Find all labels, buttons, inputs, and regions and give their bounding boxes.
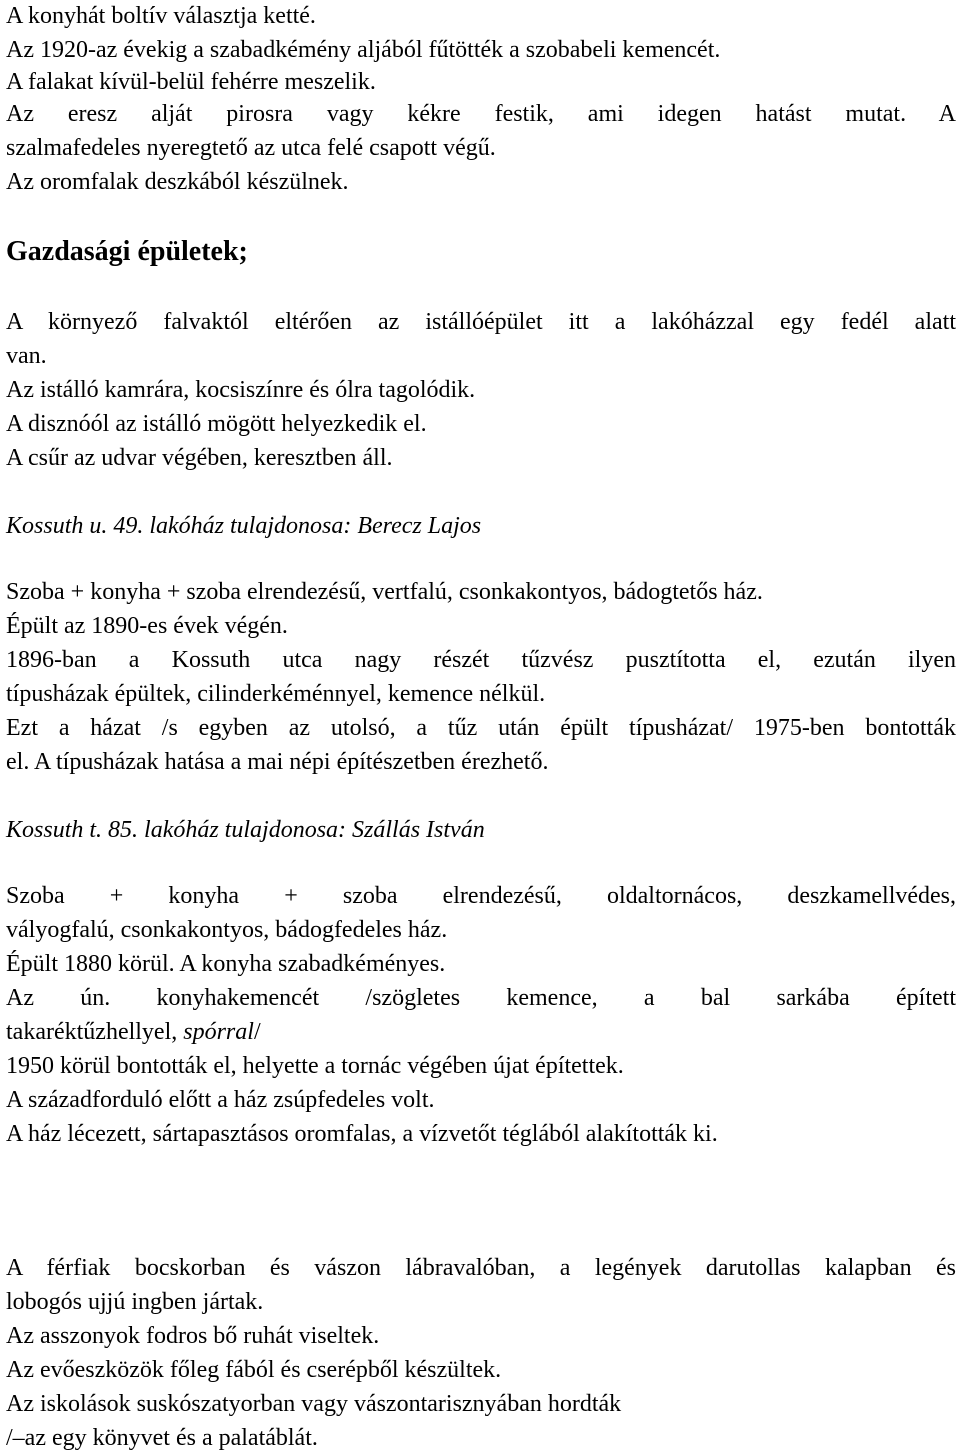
paragraph-line: A disznóól az istálló mögött helyezkedik el.	[6, 411, 427, 437]
paragraph-line: vályogfalú, csonkakontyos, bádogfedeles ház.	[6, 917, 448, 943]
paragraph-line: Szoba + konyha + szoba elrendezésű, oldaltornácos, deszkamellvédes,	[6, 883, 956, 909]
section-heading: Gazdasági épületek;	[6, 236, 248, 267]
paragraph-line: 1950 körül bontották el, helyette a tornác végében újat építettek.	[6, 1053, 624, 1079]
paragraph-line: Az iskolások suskószatyorban vagy vászontarisznyában hordták	[6, 1391, 622, 1417]
paragraph-line: Az istálló kamrára, kocsiszínre és ólra tagolódik.	[6, 377, 476, 403]
italic-term: spórral	[183, 1019, 254, 1045]
paragraph-line: A falakat kívül-belül fehérre meszelik.	[6, 69, 376, 95]
paragraph-line: Épült az 1890-es évek végén.	[6, 613, 288, 639]
text-span: takaréktűzhellyel,	[6, 1019, 184, 1045]
paragraph-line: típusházak épültek, cilinderkéménnyel, kemence nélkül.	[6, 681, 546, 707]
paragraph-line: Az oromfalak deszkából készülnek.	[6, 169, 349, 195]
paragraph-line: 1896-ban a Kossuth utca nagy részét tűzvész pusztította el, ezután ilyen	[6, 647, 956, 673]
paragraph-line: Az eresz alját pirosra vagy kékre festik, ami idegen hatást mutat. A	[6, 101, 956, 127]
paragraph-line	[6, 1016, 261, 1048]
paragraph-line: Az evőeszközök főleg fából és cserépből készültek.	[6, 1357, 502, 1383]
house-title: Kossuth u. 49. lakóház tulajdonosa: Berecz Lajos	[6, 513, 482, 539]
paragraph-line: van.	[6, 343, 47, 369]
paragraph-line: Ezt a házat /s egyben az utolsó, a tűz után épült típusházat/ 1975-ben bontották	[6, 715, 956, 741]
paragraph-line: A csűr az udvar végében, keresztben áll.	[6, 445, 393, 471]
text-span: /	[253, 1019, 261, 1045]
paragraph-line: A környező falvaktól eltérően az istállóépület itt a lakóházzal egy fedél alatt	[6, 309, 956, 335]
paragraph-line: Az 1920-az évekig a szabadkémény aljából fűtötték a szobabeli kemencét.	[6, 37, 721, 63]
paragraph-line: lobogós ujjú ingben jártak.	[6, 1289, 264, 1315]
paragraph-line: A férfiak bocskorban és vászon lábravalóban, a legények darutollas kalapban és	[6, 1255, 956, 1281]
paragraph-line: szalmafedeles nyeregtető az utca felé csapott végű.	[6, 135, 496, 161]
paragraph-line: el. A típusházak hatása a mai népi építészetben érezhető.	[6, 749, 549, 775]
paragraph-line: A ház lécezett, sártapasztásos oromfalas, a vízvetőt téglából alakították ki.	[6, 1121, 718, 1147]
paragraph-line: Az ún. konyhakemencét /szögletes kemence, a bal sarkába épített	[6, 985, 956, 1011]
paragraph-line: A konyhát boltív választja ketté.	[6, 3, 316, 29]
paragraph-line: /–az egy könyvet és a palatáblát.	[6, 1425, 318, 1451]
house-title: Kossuth t. 85. lakóház tulajdonosa: Szállás István	[6, 817, 485, 843]
paragraph-line: Az asszonyok fodros bő ruhát viseltek.	[6, 1323, 380, 1349]
paragraph-line: Épült 1880 körül. A konyha szabadkéményes.	[6, 951, 446, 977]
paragraph-line: A századforduló előtt a ház zsúpfedeles volt.	[6, 1087, 435, 1113]
paragraph-line: Szoba + konyha + szoba elrendezésű, vertfalú, csonkakontyos, bádogtetős ház.	[6, 579, 763, 605]
